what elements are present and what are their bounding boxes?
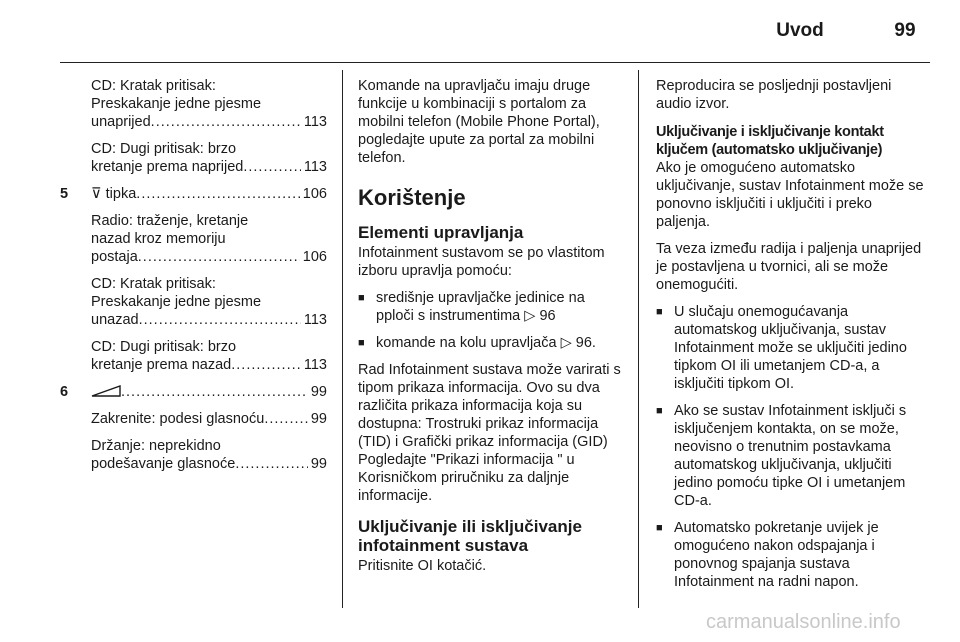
column-divider-1 — [342, 70, 343, 608]
list-item: 5 ⊽ tipka ..... 106 — [91, 185, 327, 203]
page-ref[interactable]: 99 — [310, 456, 327, 472]
page-ref[interactable]: 106 — [302, 249, 327, 265]
page-ref[interactable]: 106 — [302, 186, 327, 202]
paragraph: Komande na upravljaču imaju druge funkcije u kombinaciji s portalom za mobilni telefon (Mobile Phone Portal), pogledajte upute za portal za mobilni telefon. — [358, 78, 600, 166]
list-item: ■ komande na kolu upravljača ▷ 96. — [358, 335, 596, 351]
page-ref[interactable]: 99 — [310, 384, 327, 400]
paragraph: Ta veza između radija i paljenja unaprijed je postavljena u tvornici, ali se može onemogućiti. — [656, 241, 922, 293]
page-ref[interactable]: 113 — [303, 357, 327, 373]
list-item — [60, 383, 327, 401]
paragraph: Infotainment sustavom se po vlastitom izboru upravlja pomoću: — [358, 245, 605, 279]
paragraph: Ako je omogućeno automatsko uključivanje, sustav Infotainment može se ponovno isključiti i uključiti i preko paljenja. — [656, 160, 924, 230]
item-number: 5 — [60, 186, 69, 202]
volume-icon — [91, 385, 121, 397]
list-item: ■ Ako se sustav Infotainment isključi s isključenjem kontakta, on se može, neovisno o trenutnim postavkama automatskog uključivanja, uključiti jedino pomoću tipke OI i umetanjem CD-a. — [656, 403, 907, 509]
page-ref[interactable]: 99 — [310, 411, 327, 427]
list-item: ■ Automatsko pokretanje uvijek je omogućeno nakon odspajanja i ponovnog spajanja sustava Infotainment na radni napon. — [656, 520, 879, 590]
watermark: carmanualsonline.info — [706, 611, 901, 633]
seek-down-icon: ⊽ — [91, 186, 102, 202]
page-ref[interactable]: 113 — [303, 312, 327, 328]
item-number: 6 — [60, 384, 69, 400]
page-ref-arrow-icon: ▷ — [560, 335, 572, 351]
column-divider-2 — [638, 70, 639, 608]
page-ref[interactable]: 113 — [303, 159, 327, 175]
list-item: CD: Dugi pritisak: brzo kretanje prema nazad ..... 113 — [91, 338, 327, 374]
column-2 — [358, 77, 624, 584]
list-item: Držanje: neprekidno podešavanje glasnoće ..... 99 — [91, 437, 327, 473]
list-item: CD: Dugi pritisak: brzo kretanje prema naprijed ..... 113 — [91, 140, 327, 176]
page-ref[interactable]: 113 — [303, 114, 327, 130]
page-ref[interactable]: 96 — [539, 308, 556, 324]
column-3 — [656, 77, 924, 600]
subsection-heading: Elementi upravljanja — [358, 223, 524, 242]
subsection-heading: Uključivanje i isključivanje kontakt ključem (automatsko uključivanje) — [656, 124, 884, 158]
header-rule — [60, 62, 930, 63]
list-item: Zakrenite: podesi glasnoću ..... 99 — [91, 410, 327, 428]
paragraph: Pritisnite OI kotačić. — [358, 558, 487, 574]
list-item: CD: Kratak pritisak: Preskakanje jedne pjesme unaprijed ..... 113 — [91, 77, 327, 131]
section-heading: Korištenje — [358, 185, 466, 210]
column-1 — [60, 77, 327, 482]
paragraph: Rad Infotainment sustava može varirati s tipom prikaza informacija. Ovo su dva različita prikaza informacija koja su dostupna: Trostruki prikaz informacija (TID) i Grafički prikaz informacija (GID) Pogledajte "Prikazi informacija " u Korisničkom priručniku za daljnje informacije. — [358, 362, 621, 504]
running-header-title: Uvod — [776, 20, 824, 41]
subsection-heading: Uključivanje ili isključivanje infotainment sustava — [358, 517, 582, 555]
list-item: ■ središnje upravljačke jedinice na pploči s instrumentima ▷ 96 — [358, 290, 585, 324]
list-item: CD: Kratak pritisak: Preskakanje jedne pjesme unazad ..... 113 — [91, 275, 327, 329]
list-item: ■ U slučaju onemogućavanja automatskog uključivanja, sustav Infotainment može se uključiti jedino tipkom OI ili umetanjem CD-a, a isključiti tipkom OI. — [656, 304, 907, 392]
page-ref[interactable]: 96. — [575, 335, 596, 351]
list-item: Radio: traženje, kretanje nazad kroz memoriju postaja ..... 106 — [91, 212, 327, 266]
page-ref-arrow-icon: ▷ — [524, 308, 536, 324]
paragraph: Reproducira se posljednji postavljeni audio izvor. — [656, 78, 892, 112]
page-number: 99 — [894, 20, 916, 41]
